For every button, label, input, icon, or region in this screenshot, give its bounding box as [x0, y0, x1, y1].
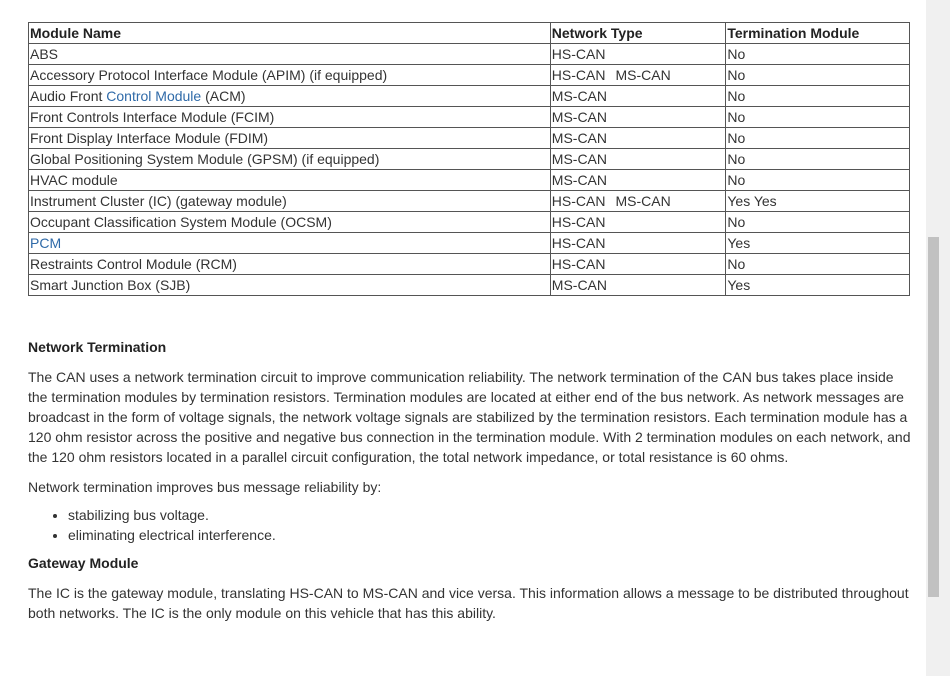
- vertical-scrollbar[interactable]: [926, 0, 950, 676]
- network-type-cell: [550, 149, 726, 170]
- module-name-text: Front Controls Interface Module (FCIM): [30, 109, 275, 125]
- reliability-list: [28, 505, 913, 545]
- network-termination-heading: Network Termination: [28, 339, 167, 355]
- module-name-text: Accessory Protocol Interface Module (APIM) (if equipped): [30, 67, 388, 83]
- network-type-text: MS-CAN: [551, 88, 608, 104]
- module-network-table: [28, 22, 910, 296]
- table-row: [29, 128, 910, 149]
- table-row: [29, 275, 910, 296]
- column-header-network-type: Network Type: [550, 23, 726, 44]
- table-row: [29, 191, 910, 212]
- table-row: [29, 170, 910, 191]
- network-termination-intro: Network termination improves bus message reliability by:: [28, 479, 382, 495]
- network-type-cell: [550, 44, 726, 65]
- table-header-row: [29, 23, 910, 44]
- module-name-cell: [29, 170, 551, 191]
- termination-module-cell: No: [726, 128, 910, 149]
- network-type-text: MS-CAN: [615, 67, 671, 83]
- column-header-termination-module: Termination Module: [726, 23, 910, 44]
- termination-module-cell: No: [726, 170, 910, 191]
- network-type-cell: [550, 191, 726, 212]
- network-type-cell: [550, 233, 726, 254]
- network-type-cell: [550, 254, 726, 275]
- network-type-text: HS-CAN: [551, 193, 606, 209]
- table-row: [29, 86, 910, 107]
- module-name-text: Front Display Interface Module (FDIM): [30, 130, 269, 146]
- network-type-cell: [550, 86, 726, 107]
- gateway-module-heading: Gateway Module: [28, 555, 139, 571]
- table-row: [29, 212, 910, 233]
- network-type-text: HS-CAN: [551, 235, 606, 251]
- module-name-text: Occupant Classification System Module (OCSM): [30, 214, 332, 230]
- module-name-cell: [29, 149, 551, 170]
- termination-module-cell: No: [726, 212, 910, 233]
- module-name-text: HVAC module: [30, 172, 118, 188]
- network-type-text: MS-CAN: [551, 172, 608, 188]
- table-row: [29, 44, 910, 65]
- termination-module-cell: Yes: [726, 275, 910, 296]
- module-name-text: Global Positioning System Module (GPSM) (if equipped): [30, 151, 380, 167]
- network-termination-paragraph: The CAN uses a network termination circuit to improve communication reliability. The network termination of the CAN bus takes place inside the termination modules by termination resistors. Termination modules are located at either end of the bus network. As network messages are broadcast in the form of voltage signals, the network voltage signals are stabilized by the termination resistors. Each termination module has a 120 ohm resistor across the positive and negative bus connection in the termination module. With 2 termination modules on each network, and the 120 ohm resistors located in a parallel circuit configuration, the total network impedance, or total resistance is 60 ohms.: [28, 369, 911, 465]
- table-row: [29, 254, 910, 275]
- termination-module-cell: No: [726, 86, 910, 107]
- network-type-text: HS-CAN: [551, 256, 606, 272]
- module-name-text: Instrument Cluster (IC) (gateway module): [30, 193, 287, 209]
- network-type-cell: [550, 212, 726, 233]
- network-type-text: MS-CAN: [551, 109, 608, 125]
- table-row: [29, 233, 910, 254]
- list-item: • eliminating electrical interference.: [68, 525, 913, 545]
- module-name-cell: [29, 191, 551, 212]
- termination-module-cell: No: [726, 254, 910, 275]
- termination-module-cell: No: [726, 44, 910, 65]
- network-type-text: MS-CAN: [551, 130, 608, 146]
- column-header-module-name: Module Name: [29, 23, 551, 44]
- network-type-text: MS-CAN: [551, 277, 608, 293]
- termination-module-cell: Yes: [726, 233, 910, 254]
- module-name-cell: [29, 86, 551, 107]
- module-name-text: Restraints Control Module (RCM): [30, 256, 237, 272]
- network-type-text: HS-CAN: [551, 67, 606, 83]
- module-name-text: (ACM): [201, 88, 246, 104]
- gateway-module-paragraph: The IC is the gateway module, translating HS-CAN to MS-CAN and vice versa. This information allows a message to be distributed throughout both networks. The IC is the only module on this vehicle that has this ability.: [28, 585, 909, 621]
- termination-module-cell: Yes Yes: [726, 191, 910, 212]
- module-name-cell: [29, 212, 551, 233]
- module-name-cell: [29, 107, 551, 128]
- table-row: [29, 65, 910, 86]
- table-row: [29, 149, 910, 170]
- module-name-cell: [29, 128, 551, 149]
- module-name-cell: [29, 254, 551, 275]
- termination-module-cell: No: [726, 149, 910, 170]
- module-name-cell: [29, 44, 551, 65]
- network-type-cell: [550, 107, 726, 128]
- network-type-cell: [550, 65, 726, 86]
- network-type-cell: [550, 128, 726, 149]
- termination-module-cell: No: [726, 107, 910, 128]
- network-type-cell: [550, 275, 726, 296]
- module-name-text: Smart Junction Box (SJB): [30, 277, 191, 293]
- network-type-text: HS-CAN: [551, 46, 606, 62]
- termination-module-cell: No: [726, 65, 910, 86]
- module-name-link[interactable]: Control Module: [106, 88, 202, 104]
- list-item: • stabilizing bus voltage.: [68, 505, 913, 525]
- table-row: [29, 107, 910, 128]
- network-type-cell: [550, 170, 726, 191]
- module-name-cell: [29, 233, 551, 254]
- scrollbar-thumb[interactable]: [928, 237, 939, 597]
- network-type-text: HS-CAN: [551, 214, 606, 230]
- article-body: [28, 337, 913, 623]
- module-name-link[interactable]: PCM: [30, 235, 62, 251]
- network-type-text: MS-CAN: [551, 151, 608, 167]
- module-name-text: Audio Front: [30, 88, 107, 104]
- network-type-text: MS-CAN: [615, 193, 671, 209]
- module-name-text: ABS: [30, 46, 59, 62]
- table-body: [29, 44, 910, 296]
- module-name-cell: [29, 275, 551, 296]
- module-name-cell: [29, 65, 551, 86]
